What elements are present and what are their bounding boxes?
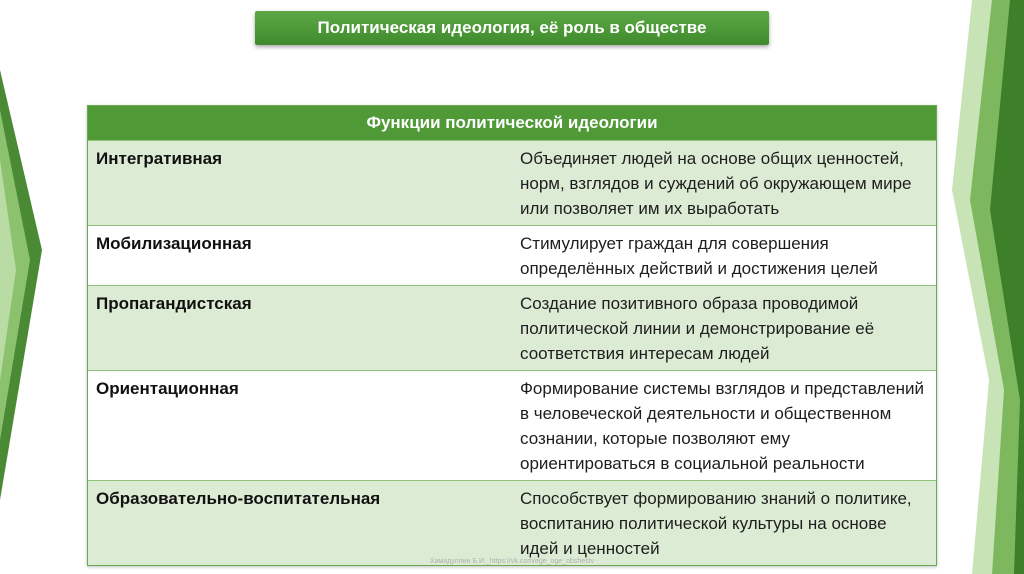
page-title (255, 11, 769, 45)
row-term: Пропагандистская (88, 286, 512, 371)
functions-table (87, 105, 937, 566)
table-row (88, 141, 936, 226)
footer-credit: Хамидуллин Б.И._https://vk.com/ege_oge_obshestv (429, 558, 595, 565)
left-decoration (0, 0, 60, 574)
table-header: Функции политической идеологии (88, 106, 936, 141)
right-decoration (944, 0, 1024, 574)
table-row (88, 286, 936, 371)
row-description: Стимулирует граждан для совершения определённых действий и достижения целей (512, 226, 936, 286)
page-title-text: Политическая идеология, её роль в обществе (317, 18, 707, 37)
table-row (88, 371, 936, 481)
row-term: Интегративная (88, 141, 512, 226)
row-term: Образовательно-воспитательная (88, 481, 512, 566)
row-term: Ориентационная (88, 371, 512, 481)
table-row (88, 226, 936, 286)
row-description: Объединяет людей на основе общих ценностей, норм, взглядов и суждений об окружающем мире или позволяет им их выработать (512, 141, 936, 226)
table-row (88, 481, 936, 566)
row-description: Формирование системы взглядов и представлений в человеческой деятельности и общественном сознании, которые позволяют ему ориентироваться в социальной реальности (512, 371, 936, 481)
row-description: Создание позитивного образа проводимой политической линии и демонстрирование её соответствия интересам людей (512, 286, 936, 371)
row-description: Способствует формированию знаний о политике, воспитанию политической культуры на основе идей и ценностей (512, 481, 936, 566)
row-term: Мобилизационная (88, 226, 512, 286)
